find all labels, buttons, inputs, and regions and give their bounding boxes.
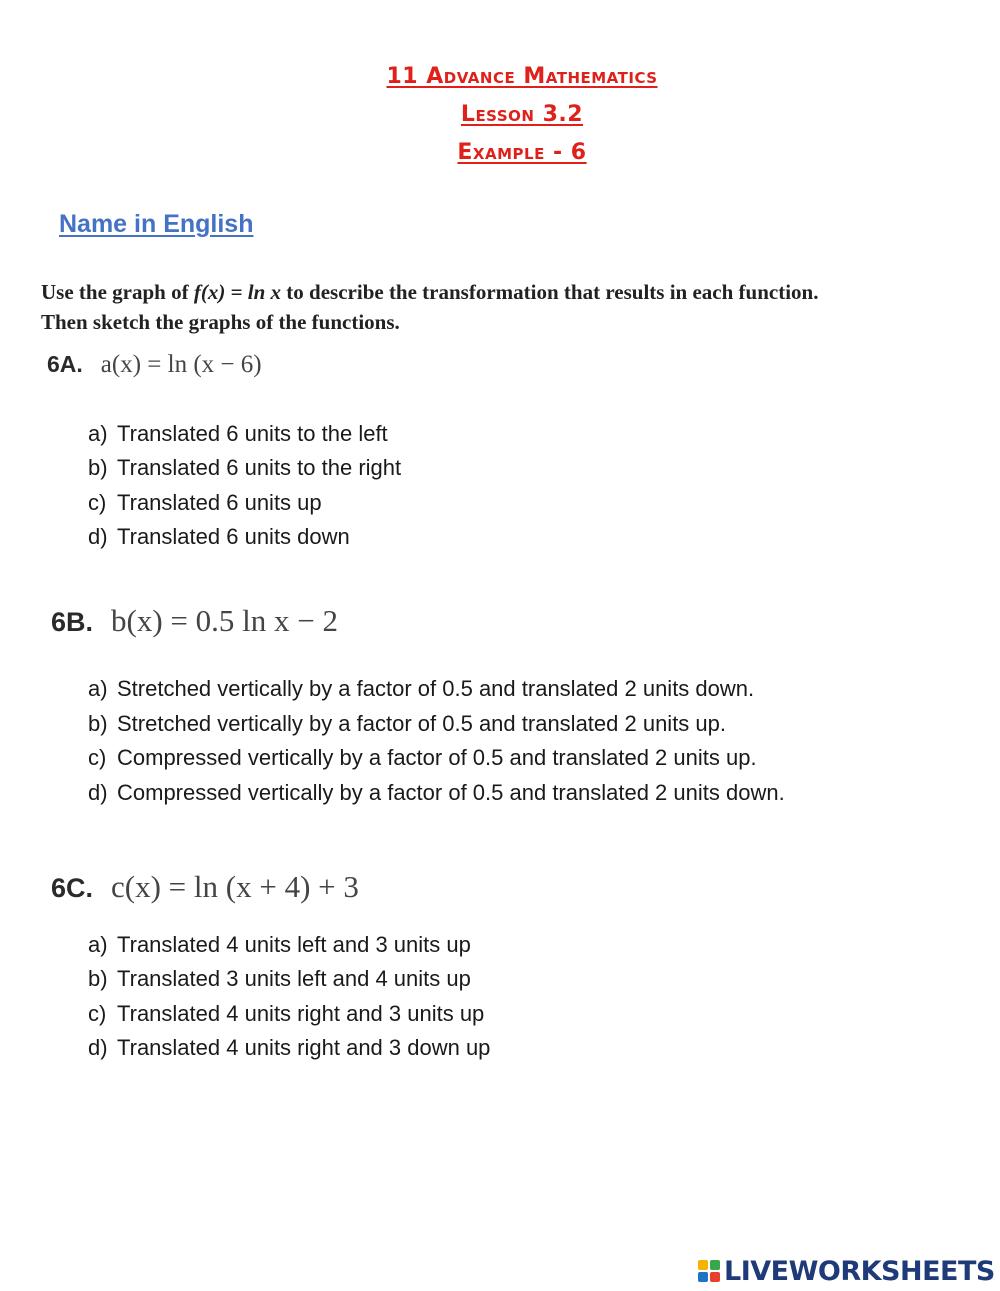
- option-text: Translated 6 units to the right: [117, 455, 402, 480]
- option-letter: c): [88, 1001, 107, 1026]
- option-text: Compressed vertically by a factor of 0.5 and translated 2 units up.: [117, 745, 757, 770]
- option-letter: b): [88, 966, 108, 991]
- question-label: 6A.: [47, 351, 83, 377]
- logo-square: [698, 1272, 708, 1282]
- logo-square: [710, 1260, 720, 1270]
- instructions-pre: Use the graph of: [41, 280, 194, 304]
- option-letter: a): [88, 676, 108, 701]
- option-6c-a[interactable]: [88, 932, 471, 958]
- option-text: Stretched vertically by a factor of 0.5 and translated 2 units down.: [117, 676, 755, 701]
- logo-text: LIVEWORKSHEETS: [724, 1255, 995, 1287]
- option-text: Translated 6 units up: [117, 490, 322, 515]
- question-label: 6B.: [51, 607, 94, 637]
- option-letter: a): [88, 932, 108, 957]
- option-text: Translated 6 units to the left: [117, 421, 388, 446]
- option-text: Stretched vertically by a factor of 0.5 and translated 2 units up.: [117, 711, 727, 736]
- question-expression: b(x) = 0.5 ln x − 2: [111, 603, 339, 638]
- option-letter: d): [88, 524, 108, 549]
- option-6b-d[interactable]: [88, 780, 785, 806]
- option-6a-a[interactable]: [88, 421, 388, 447]
- option-text: Compressed vertically by a factor of 0.5 and translated 2 units down.: [117, 780, 785, 805]
- option-letter: c): [88, 745, 107, 770]
- option-6c-d[interactable]: [88, 1035, 490, 1061]
- question-heading: [51, 603, 338, 639]
- title-example: Example - 6: [457, 140, 587, 165]
- option-letter: b): [88, 711, 108, 736]
- question-expression: a(x) = ln (x − 6): [100, 351, 262, 378]
- option-letter: d): [88, 780, 108, 805]
- logo-mark-icon: [698, 1260, 720, 1282]
- logo-square: [698, 1260, 708, 1270]
- instructions-function: f(x) = ln x: [193, 280, 282, 304]
- instructions-line-2: Then sketch the graphs of the functions.: [41, 310, 400, 334]
- option-6c-b[interactable]: [88, 966, 471, 992]
- title-course: 11 Advance Mathematics: [386, 64, 658, 89]
- instructions-line-1: [41, 280, 818, 305]
- option-6b-c[interactable]: [88, 745, 757, 771]
- instructions-post: to describe the transformation that results in each function.: [281, 280, 819, 304]
- question-heading: [51, 869, 359, 905]
- option-text: Translated 4 units right and 3 down up: [117, 1035, 491, 1060]
- question-expression: c(x) = ln (x + 4) + 3: [111, 869, 359, 904]
- option-6b-b[interactable]: [88, 711, 726, 737]
- option-6a-d[interactable]: [88, 524, 350, 550]
- option-text: Translated 4 units left and 3 units up: [117, 932, 471, 957]
- title-lesson: Lesson 3.2: [460, 102, 584, 127]
- option-6c-c[interactable]: [88, 1001, 484, 1027]
- question-heading: [47, 351, 262, 379]
- question-label: 6C.: [51, 873, 94, 903]
- option-letter: a): [88, 421, 108, 446]
- liveworksheets-logo: [698, 1254, 995, 1288]
- option-6a-b[interactable]: [88, 455, 401, 481]
- logo-square: [710, 1272, 720, 1282]
- option-letter: c): [88, 490, 107, 515]
- option-letter: b): [88, 455, 108, 480]
- option-letter: d): [88, 1035, 108, 1060]
- option-6b-a[interactable]: [88, 676, 754, 702]
- option-text: Translated 3 units left and 4 units up: [117, 966, 471, 991]
- option-6a-c[interactable]: [88, 490, 322, 516]
- option-text: Translated 6 units down: [117, 524, 350, 549]
- name-in-english-label[interactable]: Name in English: [59, 210, 254, 238]
- option-text: Translated 4 units right and 3 units up: [117, 1001, 485, 1026]
